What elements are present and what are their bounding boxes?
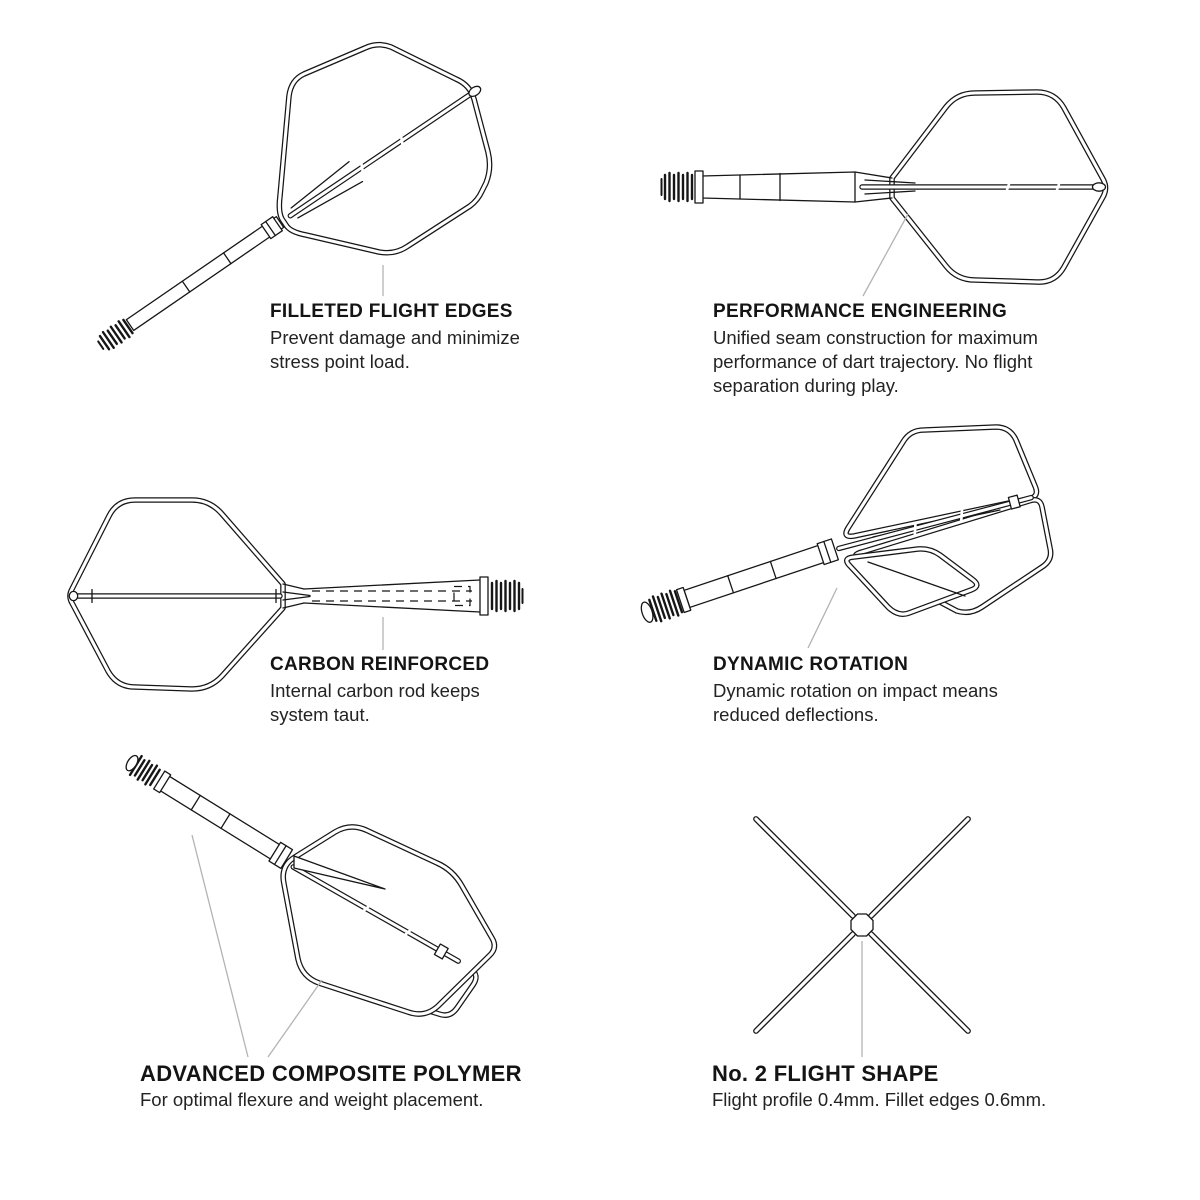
- feature-title: DYNAMIC ROTATION: [713, 654, 909, 675]
- feature-dynamic-rotation: [713, 654, 1063, 727]
- feature-title: CARBON REINFORCED: [270, 654, 490, 675]
- feature-title: ADVANCED COMPOSITE POLYMER: [140, 1061, 522, 1086]
- feature-description-line: Unified seam construction for maximum: [713, 327, 1038, 348]
- feature-title: FILLETED FLIGHT EDGES: [270, 301, 513, 322]
- feature-filleted-flight-edges: [270, 301, 560, 374]
- feature-no-2-flight-shape: [712, 1061, 1152, 1112]
- feature-description-line: For optimal flexure and weight placement.: [140, 1089, 484, 1110]
- flight-shaft: [638, 537, 839, 626]
- flight-system-side-profile-right-drawing: [640, 60, 1120, 310]
- feature-advanced-composite-polymer: [140, 1061, 580, 1112]
- flight-system-rear-perspective-drawing: [80, 740, 540, 1080]
- feature-description-line: performance of dart trajectory. No flight: [713, 351, 1033, 372]
- feature-description-line: reduced deflections.: [713, 704, 879, 725]
- feature-description-line: Flight profile 0.4mm. Fillet edges 0.6mm.: [712, 1089, 1047, 1110]
- feature-performance-engineering: [713, 301, 1093, 398]
- leader-line: [863, 214, 908, 296]
- feature-description-line: separation during play.: [713, 375, 899, 396]
- feature-description-line: Dynamic rotation on impact means: [713, 680, 998, 701]
- feature-description-line: system taut.: [270, 704, 370, 725]
- flight-shaft: [304, 580, 480, 589]
- leader-line: [192, 835, 248, 1057]
- flight-shaft: [122, 751, 292, 868]
- feature-description-line: Prevent damage and minimize: [270, 327, 520, 348]
- feature-carbon-reinforced: [270, 654, 570, 727]
- feature-description-line: Internal carbon rod keeps: [270, 680, 480, 701]
- leader-line: [808, 588, 837, 648]
- flight-shaft: [702, 172, 855, 202]
- flight-shaft: [95, 214, 285, 353]
- leader-line: [268, 980, 322, 1057]
- flight-system-perspective-drawing: [620, 400, 1100, 680]
- flight-hub-cross-section: [851, 914, 873, 936]
- flight-cross-section-x-drawing: [700, 780, 1030, 1080]
- feature-title: PERFORMANCE ENGINEERING: [713, 301, 1008, 322]
- feature-description-line: stress point load.: [270, 351, 410, 372]
- feature-title: No. 2 FLIGHT SHAPE: [712, 1061, 939, 1086]
